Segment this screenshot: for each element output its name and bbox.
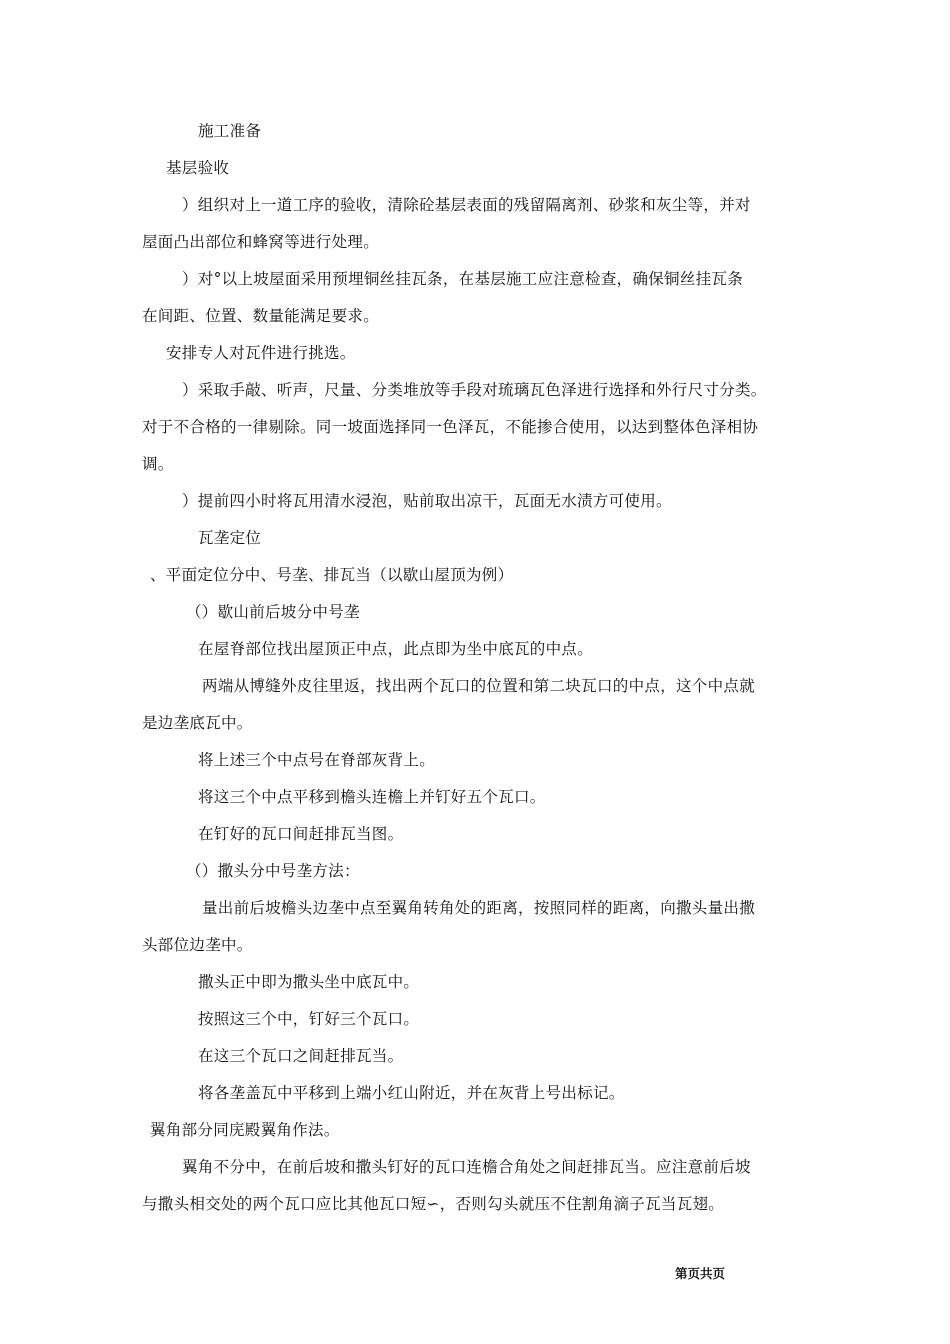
- page-footer: 第页共页: [675, 1266, 726, 1281]
- paragraph-line: 对于不合格的一律剔除。同一坡面选择同一色泽瓦，不能掺合使用，以达到整体色泽相协: [142, 418, 759, 436]
- subsection-heading: （）撒头分中号垄方法：: [186, 862, 360, 880]
- paragraph-line: 在这三个瓦口之间赶排瓦当。: [198, 1047, 404, 1065]
- paragraph-line: 在间距、位置、数量能满足要求。: [142, 307, 380, 325]
- paragraph-line: 按照这三个中，钉好三个瓦口。: [198, 1010, 420, 1028]
- paragraph-line: 将这三个中点平移到檐头连檐上并钉好五个瓦口。: [198, 788, 546, 806]
- paragraph-line: ）采取手敲、听声，尺量、分类堆放等手段对琉璃瓦色泽进行选择和外行尺寸分类。: [182, 381, 767, 399]
- paragraph-line: 屋面凸出部位和蜂窝等进行处理。: [142, 233, 380, 251]
- paragraph-line: ）提前四小时将瓦用清水浸泡，贴前取出凉干，瓦面无水渍方可使用。: [182, 492, 672, 510]
- paragraph-line: 翼角不分中，在前后坡和撒头钉好的瓦口连檐合角处之间赶排瓦当。应注意前后坡: [182, 1158, 751, 1176]
- section-heading: 施工准备: [198, 122, 262, 140]
- subsection-heading: 、平面定位分中、号垄、排瓦当（以歇山屋顶为例）: [150, 566, 514, 584]
- paragraph-line: 调。: [142, 455, 174, 473]
- subsection-heading: 安排专人对瓦件进行挑选。: [166, 344, 356, 362]
- subsection-heading: 翼角部分同庑殿翼角作法。: [150, 1121, 340, 1139]
- paragraph-line: 与撒头相交处的两个瓦口应比其他瓦口短∽，否则勾头就压不住割角滴子瓦当瓦翅。: [142, 1195, 725, 1213]
- paragraph-line: 头部位边垄中。: [142, 936, 253, 954]
- subsection-heading: （）歇山前后坡分中号垄: [186, 603, 360, 621]
- paragraph-line: ）对°以上坡屋面采用预埋铜丝挂瓦条，在基层施工应注意检查，确保铜丝挂瓦条: [182, 270, 744, 288]
- paragraph-line: 撒头正中即为撒头坐中底瓦中。: [198, 973, 420, 991]
- paragraph-line: 将上述三个中点号在脊部灰背上。: [198, 751, 436, 769]
- paragraph-line: ）组织对上一道工序的验收，清除砼基层表面的残留隔离剂、砂浆和灰尘等，并对: [182, 196, 751, 214]
- paragraph-line: 在钉好的瓦口间赶排瓦当图。: [198, 825, 404, 843]
- subsection-heading: 基层验收: [166, 159, 230, 177]
- paragraph-line: 量出前后坡檐头边垄中点至翼角转角处的距离，按照同样的距离，向撒头量出撒: [202, 899, 756, 917]
- paragraph-line: 两端从博缝外皮往里返，找出两个瓦口的位置和第二块瓦口的中点，这个中点就: [202, 677, 756, 695]
- paragraph-line: 是边垄底瓦中。: [142, 714, 253, 732]
- section-heading: 瓦垄定位: [198, 529, 262, 547]
- paragraph-line: 在屋脊部位找出屋顶正中点，此点即为坐中底瓦的中点。: [198, 640, 594, 658]
- paragraph-line: 将各垄盖瓦中平移到上端小红山附近，并在灰背上号出标记。: [198, 1084, 625, 1102]
